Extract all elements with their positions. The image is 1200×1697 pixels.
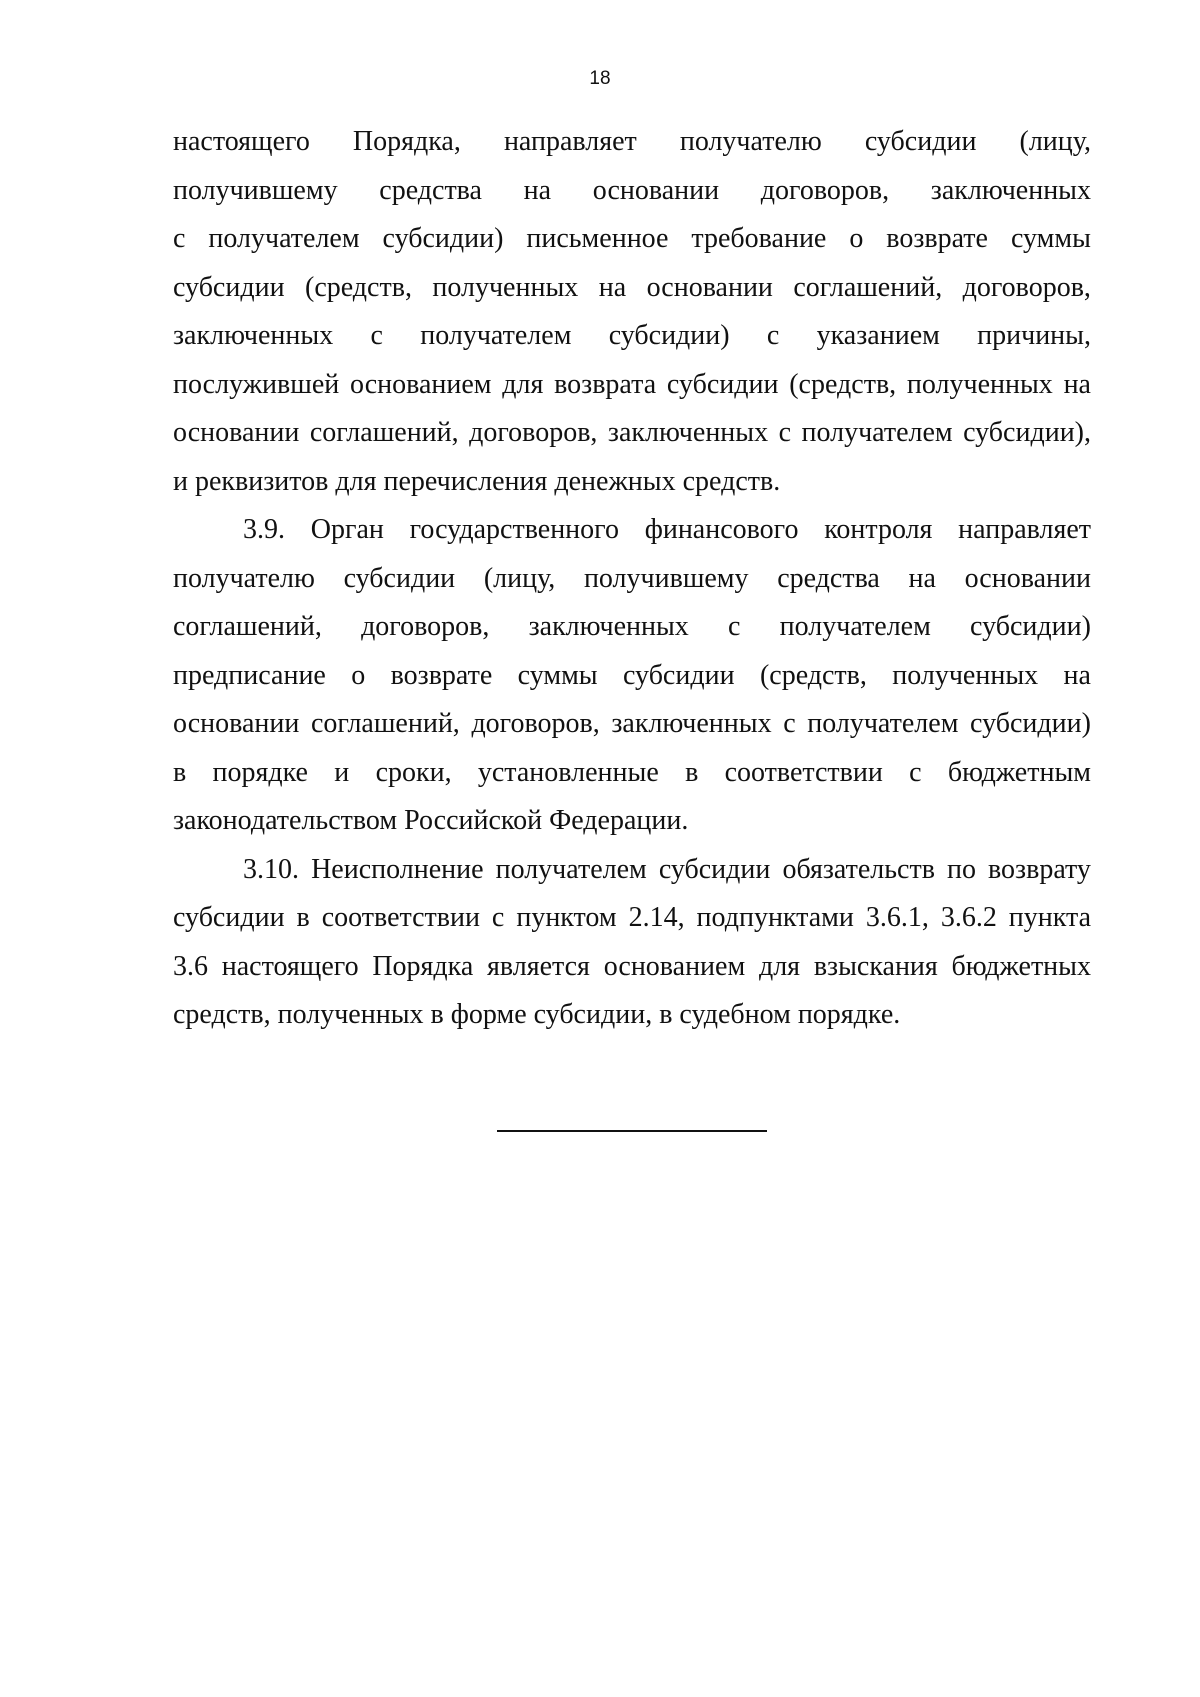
word: субсидии) [608, 320, 730, 351]
page-number: 18 [589, 68, 611, 89]
word: субсидии, [533, 999, 653, 1030]
word: основании [173, 708, 300, 739]
word: бюджетных [951, 950, 1091, 982]
word: о [849, 223, 864, 254]
word: возврате [390, 659, 493, 691]
word: для [335, 465, 377, 497]
word: (средств, [759, 659, 867, 691]
word: заключенных [607, 417, 769, 448]
word: полученных [906, 368, 1053, 400]
text-line [173, 749, 1091, 798]
word: 3.6 [173, 950, 208, 982]
text-line [173, 215, 1091, 264]
word: требование [691, 223, 827, 254]
word: получателем [420, 320, 572, 351]
text-line [173, 167, 1091, 216]
word: получателем [779, 611, 931, 642]
word: полученных [432, 271, 579, 303]
word: получателю [679, 126, 822, 157]
word: договоров, [962, 271, 1091, 303]
word: субсидии) [970, 708, 1091, 739]
word: в [430, 999, 444, 1030]
word: полученных [277, 999, 424, 1030]
word: пунктом [516, 902, 617, 933]
word: 3.9. [243, 514, 285, 545]
text-line [173, 603, 1091, 652]
text-line [173, 506, 1091, 555]
word: Орган [310, 514, 384, 545]
word: с [173, 223, 186, 254]
word: и [173, 465, 188, 497]
word: предписание [173, 659, 326, 691]
word: настоящего [221, 950, 359, 982]
word: соглашений, [793, 271, 943, 303]
word: возврата [554, 368, 657, 400]
word: судебном [679, 999, 791, 1030]
text-line [173, 409, 1091, 458]
word: в [296, 902, 310, 933]
word: бюджетным [947, 756, 1091, 788]
word: денежных [554, 465, 676, 497]
word: подпунктами [696, 902, 854, 933]
word: (лицу, [483, 562, 556, 594]
word: на [908, 562, 936, 594]
paragraph [173, 118, 1091, 506]
word: Порядка, [352, 126, 461, 157]
word: субсидии) [382, 223, 504, 254]
word: соглашений, [173, 611, 322, 642]
word: основанием [350, 368, 492, 400]
word: основании [173, 417, 300, 448]
word: основании [592, 174, 720, 206]
word: с [783, 708, 796, 739]
word: основании [964, 562, 1091, 594]
text-line [173, 991, 1091, 1040]
word: указанием [816, 320, 940, 351]
word: суммы [517, 659, 598, 691]
word: соответствии [321, 902, 480, 933]
word: 3.6.2 [940, 902, 997, 933]
word: финансового [644, 514, 799, 545]
word: субсидии [666, 368, 779, 400]
word: получателем [208, 223, 360, 254]
word: Федерации. [549, 805, 689, 836]
word: порядке. [797, 999, 901, 1030]
word: на [598, 271, 627, 303]
end-of-document-rule [497, 1130, 767, 1132]
word: законодательством [173, 805, 398, 836]
word: с [728, 611, 741, 642]
word: возврату [988, 853, 1091, 885]
document-body [173, 118, 1091, 1040]
word: о [351, 659, 366, 691]
word: (средств, [789, 368, 897, 400]
text-line [173, 943, 1091, 992]
word: с [766, 320, 780, 351]
word: суммы [1010, 223, 1091, 254]
word: средств, [173, 999, 271, 1030]
text-line [173, 652, 1091, 701]
word: сроки, [375, 756, 452, 788]
paragraph [173, 506, 1091, 846]
word: (лицу, [1019, 126, 1091, 157]
word: средства [379, 174, 482, 206]
word: получившему [583, 562, 749, 594]
word: с [491, 902, 505, 933]
word: в [685, 756, 699, 788]
word: послужившей [173, 368, 340, 400]
word: контроля [824, 514, 933, 545]
word: на [1063, 659, 1091, 691]
word: соответствии [724, 756, 883, 788]
word: является [487, 950, 590, 982]
word: договоров, [760, 174, 890, 206]
word: пункта [1008, 902, 1091, 933]
word: получателю [173, 562, 315, 594]
word: направляет [958, 514, 1091, 545]
word: в [173, 756, 187, 788]
word: Неисполнение [311, 853, 484, 885]
word: перечисления [383, 465, 548, 497]
word: получателем [495, 853, 647, 885]
word: основанием [603, 950, 746, 982]
word: 3.10. [243, 853, 299, 885]
word: форме [450, 999, 527, 1030]
word: средства [777, 562, 880, 594]
word: причины, [977, 320, 1091, 351]
text-line [173, 894, 1091, 943]
word: направляет [503, 126, 637, 157]
word: субсидии [173, 271, 285, 303]
word: Российской [404, 805, 543, 836]
word: на [523, 174, 552, 206]
word: субсидии [658, 853, 771, 885]
word: соглашений, [309, 417, 459, 448]
text-line [173, 361, 1091, 410]
word: (средств, [305, 271, 412, 303]
word: на [1063, 368, 1091, 400]
word: заключенных [611, 708, 772, 739]
word: и [334, 756, 350, 788]
text-line [173, 458, 1091, 507]
word: субсидии [343, 562, 456, 594]
word: с [909, 756, 922, 788]
word: для [502, 368, 544, 400]
word: обязательств [782, 853, 935, 885]
text-line [173, 846, 1091, 895]
text-line [173, 118, 1091, 167]
word: установленные [477, 756, 659, 788]
word: письменное [526, 223, 669, 254]
word: субсидии) [970, 611, 1091, 642]
word: договоров, [469, 417, 598, 448]
word: взыскания [813, 950, 938, 982]
word: 3.6.1, [865, 902, 929, 933]
word: для [758, 950, 801, 982]
paragraph [173, 846, 1091, 1040]
word: заключенных [930, 174, 1091, 206]
word: средств. [682, 465, 781, 497]
word: субсидии), [963, 417, 1091, 448]
word: основании [646, 271, 773, 303]
word: Порядка [372, 950, 474, 982]
word: получателем [807, 708, 959, 739]
word: субсидии [864, 126, 977, 157]
word: с [370, 320, 383, 351]
word: государственного [409, 514, 619, 545]
word: порядке [212, 756, 308, 788]
word: заключенных [173, 320, 334, 351]
word: в [659, 999, 673, 1030]
word: реквизитов [194, 465, 329, 497]
word: 2.14, [628, 902, 685, 933]
text-line [173, 797, 1091, 846]
word: субсидии [623, 659, 735, 691]
word: по [946, 853, 976, 885]
word: заключенных [528, 611, 689, 642]
word: договоров, [471, 708, 600, 739]
word: соглашений, [310, 708, 460, 739]
text-line [173, 312, 1091, 361]
text-line [173, 700, 1091, 749]
word: получившему [173, 174, 338, 206]
word: полученных [892, 659, 1039, 691]
word: с [778, 417, 792, 448]
word: получателем [801, 417, 953, 448]
word: возврате [886, 223, 988, 254]
word: договоров, [361, 611, 490, 642]
text-line [173, 264, 1091, 313]
text-line [173, 555, 1091, 604]
word: субсидии [173, 902, 285, 933]
word: настоящего [173, 126, 310, 157]
